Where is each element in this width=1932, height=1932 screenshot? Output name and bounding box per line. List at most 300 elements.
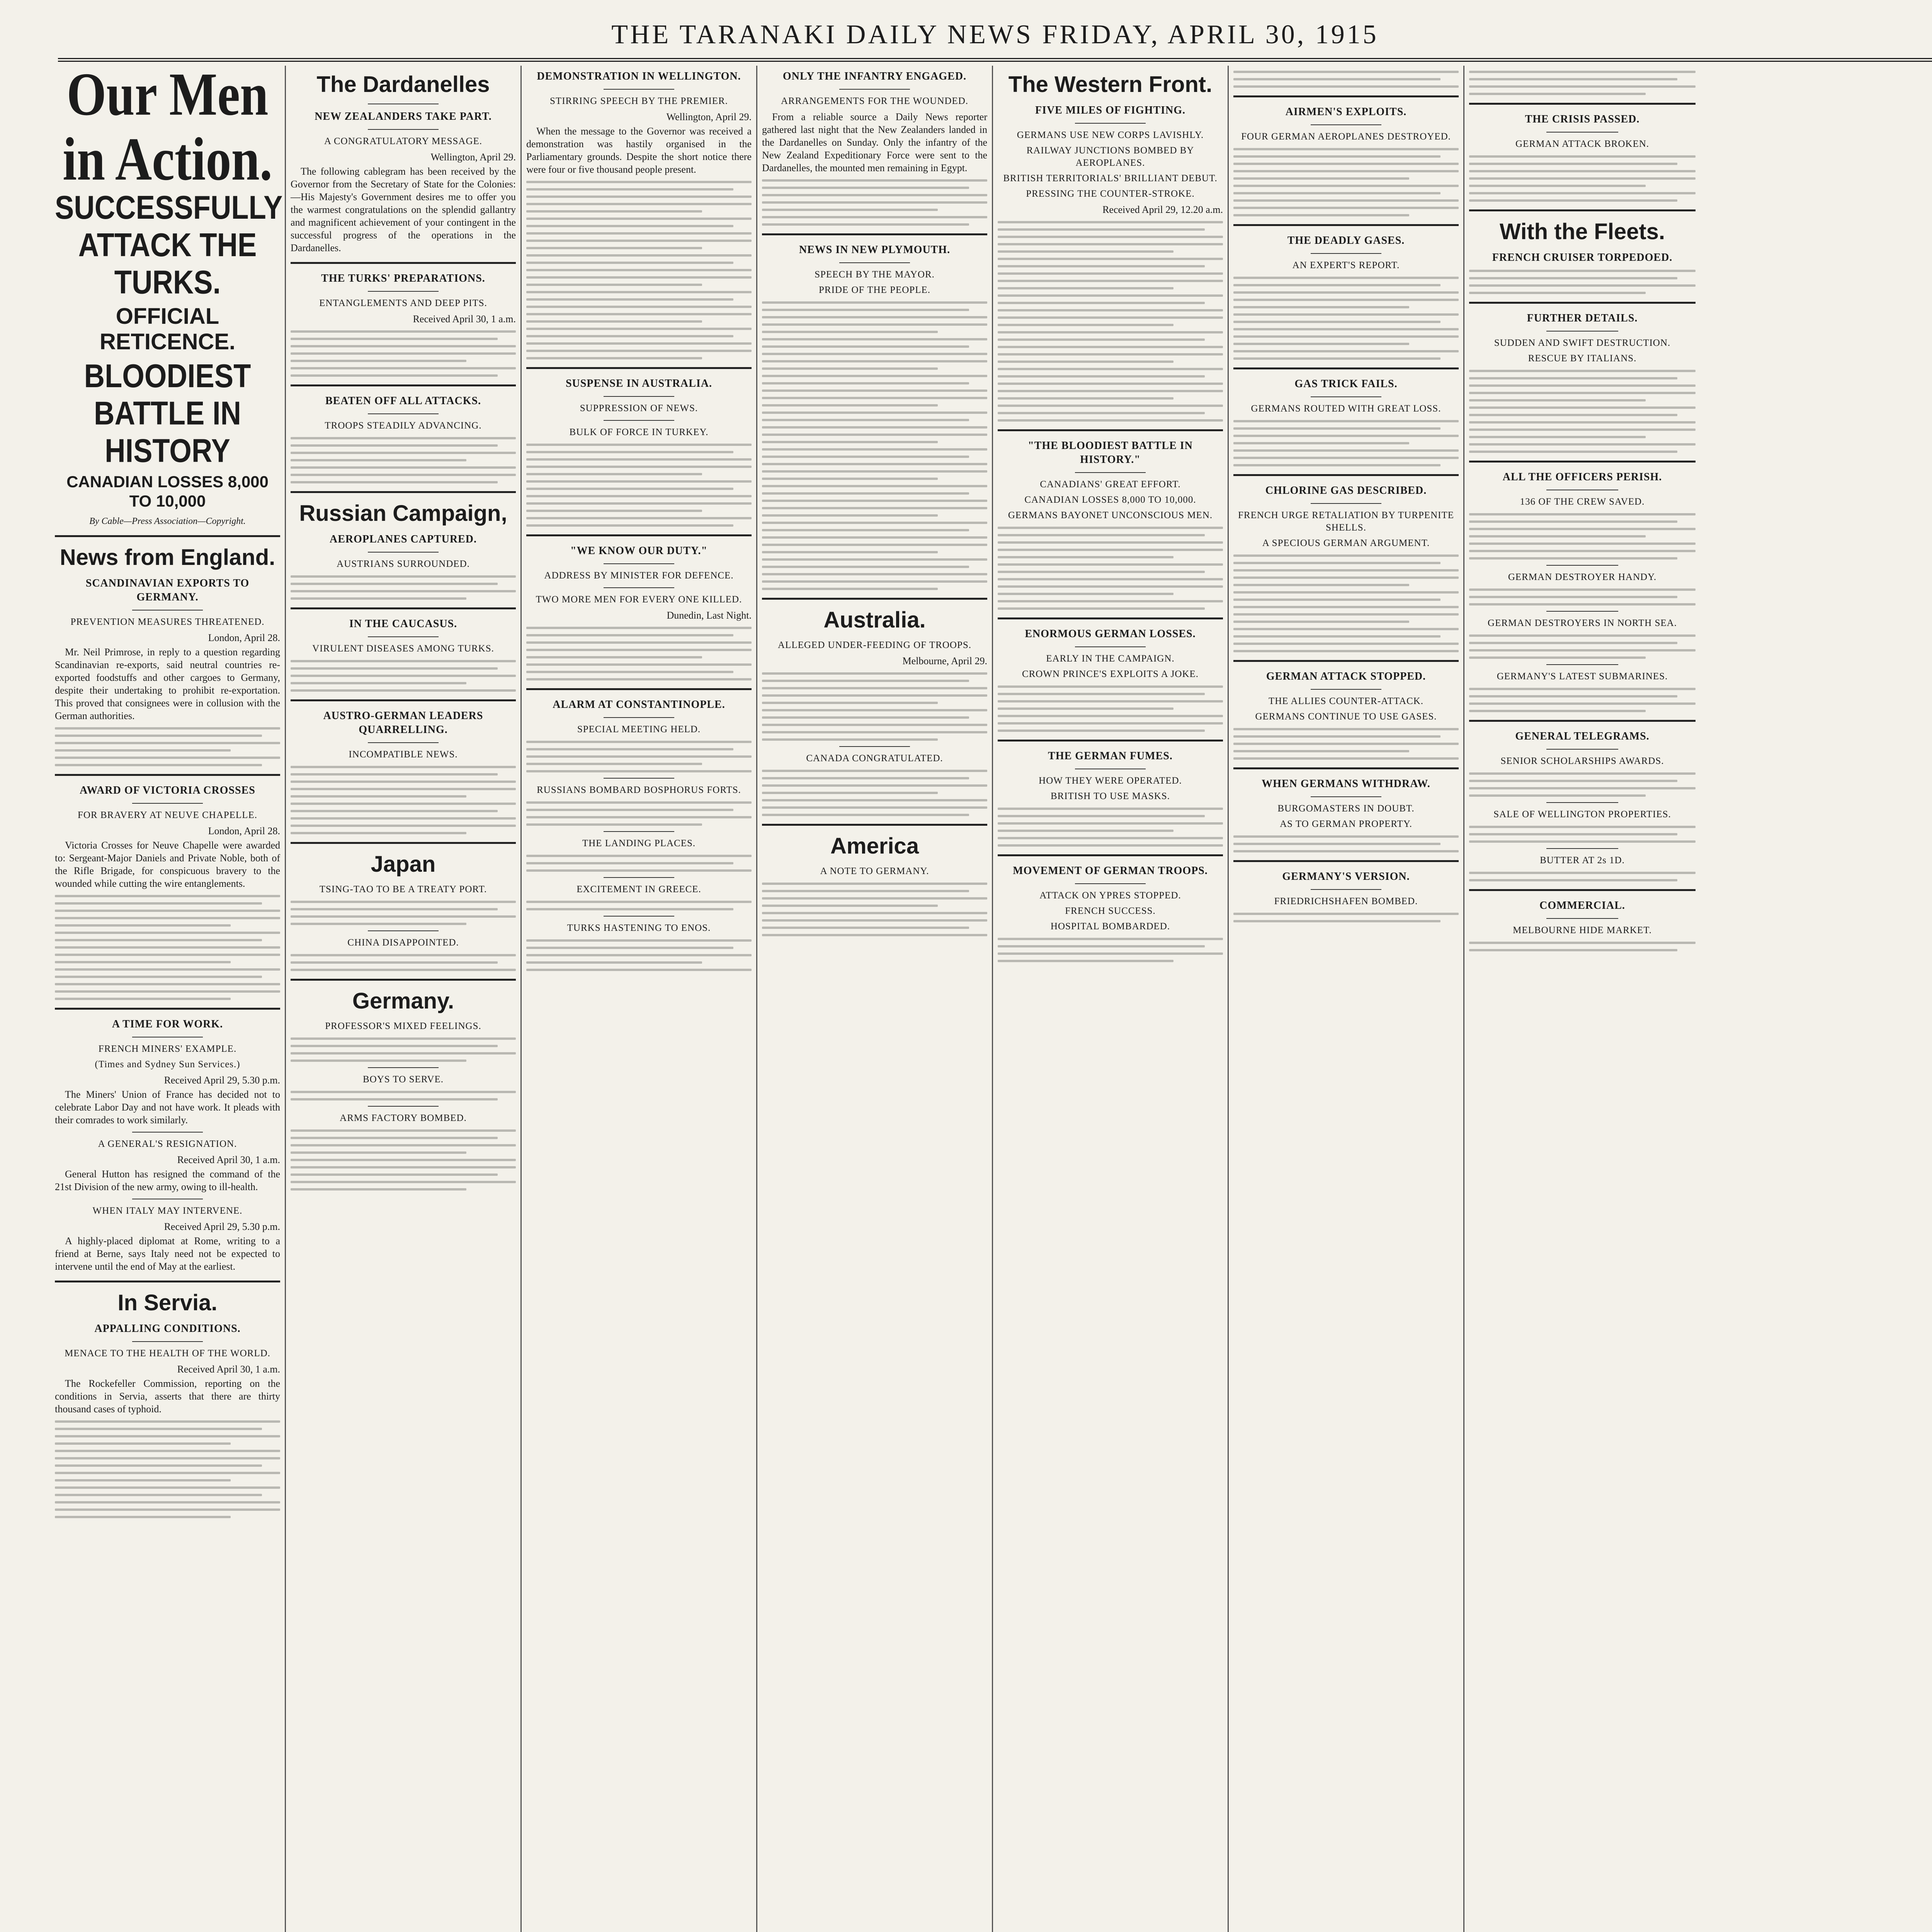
headline-canadian: CANADIAN LOSSES 8,000 TO 10,000: [66, 473, 269, 510]
text-line: [526, 480, 752, 483]
text-line: [998, 228, 1205, 231]
article-body: The Miners' Union of France has decided not to celebrate Labor Day and not have work. It pleads with their comrades to work similarly.: [55, 1089, 280, 1126]
text-line: [291, 1166, 516, 1168]
divider: [1546, 918, 1618, 919]
dateline: London, April 28.: [208, 632, 280, 643]
text-line: [55, 749, 231, 752]
text-line: [526, 196, 752, 198]
text-line: [526, 335, 733, 337]
text-line: [998, 287, 1173, 289]
text-line: [291, 825, 516, 827]
text-line: [762, 441, 938, 443]
headline-bosphorus: RUSSIANS BOMBARD BOSPHORUS FORTS.: [537, 785, 741, 795]
headline-scandinavian: SCANDINAVIAN EXPORTS TO GERMANY.: [85, 577, 250, 603]
text-line: [55, 735, 262, 737]
text-line: [291, 437, 516, 439]
text-line: [526, 262, 733, 264]
headline-crew-saved: 136 OF THE CREW SAVED.: [1520, 497, 1645, 507]
text-line: [291, 1173, 498, 1176]
text-line: [1233, 435, 1459, 437]
text-line: [1233, 750, 1409, 752]
divider: [1233, 367, 1459, 369]
text-line: [762, 566, 969, 568]
text-line: [1469, 155, 1696, 158]
divider: [1546, 611, 1618, 612]
divider: [291, 699, 516, 701]
text-line: [291, 682, 466, 684]
text-line: [526, 678, 752, 680]
text-line: [998, 390, 1223, 392]
text-line: [998, 938, 1223, 940]
divider: [291, 979, 516, 981]
text-line: [1233, 554, 1459, 557]
headline-bloodiest: BLOODIEST BATTLE IN HISTORY: [84, 357, 251, 469]
text-line: [998, 700, 1223, 702]
headline-western-front: The Western Front.: [1008, 72, 1213, 97]
text-line: [998, 693, 1205, 695]
text-line: [1233, 743, 1459, 745]
text-line: [526, 240, 752, 242]
article-body: From a reliable source a Daily News reporter gathered last night that the New Zealanders landed in the Dardanelles on Sunday. Only the infantry of the New Zealand Expeditionary Force were sent to the Dardanelles, the mounted men remaining in Egypt.: [762, 111, 987, 173]
text-line: [762, 194, 987, 196]
headline-chlorine: CHLORINE GAS DESCRIBED.: [1265, 485, 1427, 497]
dateline: Received April 30, 1 a.m.: [177, 1154, 280, 1165]
text-line: [291, 908, 498, 910]
text-line: [526, 634, 733, 636]
text-line: [291, 1129, 516, 1132]
headline-menace: MENACE TO THE HEALTH OF THE WORLD.: [65, 1348, 270, 1359]
text-line: [762, 470, 987, 473]
divider: [1546, 331, 1618, 332]
headline-time-for-work: A TIME FOR WORK.: [112, 1018, 223, 1030]
text-line: [762, 456, 969, 458]
headline-hide-market: MELBOURNE HIDE MARKET.: [1513, 925, 1652, 935]
text-line: [526, 218, 752, 220]
headline-resignation: A GENERAL'S RESIGNATION.: [98, 1139, 237, 1149]
divider: [1469, 889, 1696, 891]
text-line: [998, 837, 1223, 839]
dateline: Received April 30, 1 a.m.: [413, 313, 516, 325]
text-line: [998, 346, 1223, 348]
headline-destroyer-handy: GERMAN DESTROYER HANDY.: [1508, 572, 1657, 582]
dateline: Received April 30, 1 a.m.: [177, 1364, 280, 1375]
text-line: [55, 939, 262, 941]
article-body: Mr. Neil Primrose, in reply to a question regarding Scandinavian re-exports, said neutral countries re-exported foodstuffs and other cargoes to Germany, despite their undertaking to prohibit re-exportation. This proved that consignees were in collusion with the German authorities.: [55, 646, 280, 721]
headline-germany: Germany.: [352, 988, 454, 1014]
dateline: Wellington, April 29.: [666, 111, 752, 122]
text-line: [1469, 949, 1677, 951]
text-line: [291, 901, 516, 903]
text-line: [291, 452, 516, 454]
headline-canadians-effort: CANADIANS' GREAT EFFORT.: [1040, 479, 1181, 490]
text-line: [55, 917, 280, 919]
text-line: [1469, 392, 1696, 394]
headline-surrounded: AUSTRIANS SURROUNDED.: [337, 559, 470, 569]
text-line: [998, 258, 1223, 260]
text-line: [291, 803, 516, 805]
divider: [55, 535, 280, 537]
text-line: [1233, 599, 1440, 601]
text-line: [762, 551, 938, 553]
column-3: [522, 66, 757, 1932]
byline: By Cable—Press Association—Copyright.: [89, 516, 246, 526]
text-line: [526, 451, 733, 453]
divider: [604, 778, 674, 779]
text-line: [998, 593, 1173, 595]
divider: [368, 413, 439, 414]
divider: [132, 1132, 203, 1133]
text-line: [526, 473, 702, 475]
text-line: [55, 1479, 231, 1481]
divider: [526, 367, 752, 369]
headline-prevention: PREVENTION MEASURES THREATENED.: [70, 617, 265, 627]
text-line: [1469, 177, 1696, 180]
headline-destruction: SUDDEN AND SWIFT DESTRUCTION.: [1494, 338, 1671, 348]
divider: [368, 930, 439, 931]
text-line: [55, 976, 262, 978]
text-line: [526, 961, 702, 964]
text-line: [526, 663, 752, 666]
text-line: [762, 529, 969, 531]
source-line: (Times and Sydney Sun Services.): [95, 1059, 240, 1070]
text-line: [998, 243, 1223, 245]
article-body: General Hutton has resigned the command of the 21st Division of the new army, owing to ill-health.: [55, 1168, 280, 1192]
text-line: [526, 298, 733, 301]
text-line: [762, 905, 938, 907]
headline-reticence: OFFICIAL RETICENCE.: [99, 304, 236, 354]
text-line: [998, 397, 1173, 400]
text-line: [1469, 588, 1696, 591]
text-line: [291, 1188, 466, 1190]
text-line: [762, 404, 938, 406]
text-line: [55, 902, 262, 905]
headline-allies-counter: THE ALLIES COUNTER-ATTACK.: [1268, 696, 1424, 706]
text-line: [1469, 192, 1696, 194]
text-line: [526, 862, 733, 864]
headline-suspense: SUSPENSE IN AUSTRALIA.: [565, 378, 713, 389]
divider: [291, 384, 516, 386]
divider: [1311, 889, 1381, 890]
text-line: [998, 419, 1223, 422]
article-body: The following cablegram has been received by the Governor from the Secretary of State for the Colonies:—His Majesty's Government desires me to offer you the warmest congratulations on the splendid gallantry and magnificent achievement of your contingent in the successful progress of the operations in the Dardanelles.: [291, 166, 516, 253]
headline-turks-preparations: THE TURKS' PREPARATIONS.: [321, 272, 485, 284]
text-line: [55, 1472, 280, 1474]
text-line: [1233, 148, 1459, 150]
article-body: When the message to the Governor was received a demonstration was hastily organised in the Parliamentary grounds. Despite the short notice there were four or five thousand people present.: [526, 126, 752, 175]
divider: [1233, 660, 1459, 662]
text-line: [1233, 442, 1409, 444]
text-line: [1233, 584, 1409, 586]
text-line: [1469, 277, 1677, 279]
text-line: [762, 687, 987, 689]
text-line: [762, 792, 938, 794]
text-line: [998, 331, 1223, 333]
headline-burgomasters: BURGOMASTERS IN DOUBT.: [1277, 803, 1415, 814]
text-line: [998, 412, 1205, 414]
text-line: [55, 954, 280, 956]
text-line: [1469, 649, 1696, 651]
text-line: [291, 773, 498, 776]
divider: [1546, 848, 1618, 849]
text-line: [291, 1037, 516, 1040]
text-line: [1233, 420, 1459, 422]
divider: [1233, 767, 1459, 769]
text-line: [55, 932, 280, 934]
text-line: [55, 1450, 280, 1452]
text-line: [1233, 621, 1409, 623]
text-line: [1469, 520, 1677, 523]
headline-ypres: ATTACK ON YPRES STOPPED.: [1039, 890, 1181, 901]
text-line: [998, 324, 1173, 326]
headline-dardanelles: The Dardanelles: [316, 72, 490, 97]
text-line: [526, 939, 752, 942]
text-line: [762, 799, 987, 801]
text-line: [762, 573, 987, 575]
text-line: [291, 1098, 498, 1100]
column-7: [1464, 66, 1700, 1932]
text-line: [55, 961, 231, 963]
text-line: [55, 1420, 280, 1423]
dateline: Wellington, April 29.: [430, 151, 516, 163]
headline-arms-factory: ARMS FACTORY BOMBED.: [340, 1113, 467, 1123]
text-line: [55, 1442, 231, 1445]
text-line: [998, 375, 1205, 378]
headline-pride: PRIDE OF THE PEOPLE.: [818, 285, 930, 295]
text-line: [291, 969, 516, 971]
text-line: [526, 954, 752, 956]
text-line: [1469, 292, 1646, 294]
text-line: [291, 1091, 516, 1093]
text-line: [1469, 199, 1677, 202]
text-line: [526, 225, 733, 227]
text-line: [526, 342, 752, 345]
text-line: [762, 323, 987, 326]
text-line: [291, 1181, 516, 1183]
text-line: [526, 969, 752, 971]
text-line: [998, 361, 1173, 363]
headline-two-more-men: TWO MORE MEN FOR EVERY ONE KILLED.: [536, 594, 742, 605]
text-line: [55, 946, 280, 949]
text-line: [55, 757, 280, 759]
text-line: [1233, 606, 1459, 608]
text-line: [1469, 443, 1696, 446]
headline-italy: WHEN ITALY MAY INTERVENE.: [92, 1206, 243, 1216]
divider: [604, 831, 674, 832]
headline-mayor: SPEECH BY THE MAYOR.: [815, 269, 935, 280]
headline-australia: Australia.: [823, 607, 926, 633]
text-line: [1233, 321, 1440, 323]
text-line: [998, 578, 1223, 580]
headline-french-success: FRENCH SUCCESS.: [1065, 906, 1156, 916]
text-line: [1469, 872, 1696, 874]
text-line: [998, 272, 1223, 275]
divider: [291, 491, 516, 493]
text-line: [55, 1457, 280, 1459]
text-line: [55, 1516, 231, 1518]
text-line: [998, 715, 1223, 717]
text-line: [291, 590, 516, 592]
text-line: [998, 960, 1173, 962]
text-line: [1233, 643, 1459, 645]
text-line: [526, 276, 752, 279]
headline-beaten-off: BEATEN OFF ALL ATTACKS.: [325, 395, 481, 407]
text-line: [998, 534, 1205, 536]
headline-japan: Japan: [371, 852, 436, 877]
text-line: [526, 823, 702, 826]
text-line: [291, 352, 516, 355]
divider: [762, 233, 987, 235]
headline-hospital: HOSPITAL BOMBARDED.: [1050, 921, 1170, 932]
headline-specious: A SPECIOUS GERMAN ARGUMENT.: [1262, 538, 1430, 548]
text-line: [1233, 335, 1459, 338]
text-line: [526, 627, 752, 629]
divider: [998, 740, 1223, 742]
text-line: [762, 724, 987, 726]
divider: [55, 774, 280, 776]
text-line: [1233, 170, 1459, 172]
article-body: The Rockefeller Commission, reporting on the conditions in Servia, asserts that there are thirty thousand cases of typhoid.: [55, 1378, 280, 1415]
headline-demonstration: DEMONSTRATION IN WELLINGTON.: [537, 70, 741, 82]
text-line: [1233, 284, 1440, 286]
text-line: [998, 294, 1223, 297]
text-line: [998, 302, 1205, 304]
text-line: [526, 466, 752, 468]
text-line: [1233, 757, 1459, 760]
text-line: [1469, 557, 1677, 560]
text-line: [998, 844, 1223, 847]
text-line: [998, 221, 1223, 223]
text-line: [291, 474, 516, 476]
text-line: [526, 748, 733, 750]
headline-greece: EXCITEMENT IN GREECE.: [577, 884, 701, 895]
dateline: Received April 29, 12.20 a.m.: [1102, 204, 1223, 215]
text-line: [762, 209, 938, 211]
text-line: [526, 908, 733, 910]
text-line: [291, 667, 498, 670]
text-line: [998, 265, 1205, 267]
text-line: [1469, 377, 1677, 379]
text-line: [762, 419, 969, 421]
headline-america: America: [830, 833, 919, 859]
headline-rescue: RESCUE BY ITALIANS.: [1528, 353, 1637, 364]
text-line: [762, 784, 987, 787]
headline-incompatible: INCOMPATIBLE NEWS.: [349, 749, 458, 760]
text-line: [998, 563, 1223, 566]
headline-landing-places: THE LANDING PLACES.: [582, 838, 696, 849]
headline-territorials: BRITISH TERRITORIALS' BRILLIANT DEBUT.: [1003, 173, 1218, 184]
text-line: [762, 814, 969, 816]
headline-alarm: ALARM AT CONSTANTINOPLE.: [553, 699, 725, 711]
dateline: Dunedin, Last Night.: [667, 610, 752, 621]
headline-germany-version: GERMANY'S VERSION.: [1282, 871, 1410, 883]
text-line: [762, 890, 969, 892]
text-line: [1233, 78, 1440, 80]
text-line: [1233, 850, 1459, 852]
text-line: [526, 510, 702, 512]
divider: [1469, 302, 1696, 304]
text-line: [762, 716, 969, 719]
text-line: [762, 883, 987, 885]
divider: [1311, 253, 1381, 254]
text-line: [526, 641, 752, 644]
divider: [1233, 860, 1459, 862]
text-line: [55, 910, 280, 912]
divider: [604, 420, 674, 421]
text-line: [762, 680, 969, 682]
divider: [998, 429, 1223, 431]
text-line: [291, 795, 466, 798]
divider: [1311, 124, 1381, 125]
divider: [55, 1008, 280, 1010]
headline-boys: BOYS TO SERVE.: [362, 1074, 444, 1085]
headline-know-our-duty: "WE KNOW OUR DUTY.": [570, 545, 708, 557]
divider: [839, 746, 910, 747]
text-line: [291, 444, 498, 447]
text-line: [1469, 399, 1646, 401]
text-line: [1233, 85, 1459, 88]
text-line: [998, 600, 1223, 602]
text-line: [762, 507, 987, 509]
column-2: [286, 66, 522, 1932]
text-line: [998, 707, 1173, 710]
text-line: [762, 522, 987, 524]
text-line: [1233, 920, 1440, 922]
divider: [132, 610, 203, 611]
headline-special-meeting: SPECIAL MEETING HELD.: [577, 724, 701, 735]
text-line: [998, 730, 1205, 732]
text-line: [291, 360, 466, 362]
text-line: [526, 502, 752, 505]
headline-four-aeroplanes: FOUR GERMAN AEROPLANES DESTROYED.: [1241, 131, 1451, 142]
headline-railway: RAILWAY JUNCTIONS BOMBED BY AEROPLANES.: [1026, 145, 1194, 168]
text-line: [526, 247, 702, 249]
text-line: [762, 316, 987, 318]
text-line: [998, 722, 1223, 724]
text-line: [526, 495, 752, 497]
text-line: [998, 280, 1223, 282]
text-line: [526, 444, 752, 446]
text-line: [1469, 603, 1696, 605]
text-line: [1233, 299, 1459, 301]
text-line: [291, 961, 498, 964]
divider: [132, 803, 203, 804]
divider: [368, 552, 439, 553]
text-line: [998, 309, 1223, 311]
text-line: [1233, 577, 1459, 579]
text-line: [762, 179, 987, 182]
headline-address-minister: ADDRESS BY MINISTER FOR DEFENCE.: [544, 570, 734, 581]
text-line: [55, 1464, 262, 1467]
text-line: [762, 412, 987, 414]
text-line: [762, 672, 987, 675]
divider: [1469, 209, 1696, 211]
divider: [604, 717, 674, 718]
column-1: [50, 66, 286, 1932]
text-line: [998, 316, 1223, 319]
headline-operated: HOW THEY WERE OPERATED.: [1039, 776, 1182, 786]
text-line: [998, 353, 1223, 355]
headline-crown-prince: CROWN PRINCE'S EXPLOITS A JOKE.: [1022, 669, 1199, 679]
text-line: [1469, 550, 1696, 552]
text-line: [526, 458, 752, 461]
headline-airmen: AIRMEN'S EXPLOITS.: [1285, 106, 1407, 118]
text-line: [526, 254, 752, 257]
text-line: [55, 983, 280, 985]
headline-expert: AN EXPERT'S REPORT.: [1292, 260, 1400, 270]
text-line: [526, 517, 752, 519]
text-line: [291, 766, 516, 768]
headline-stirring-speech: STIRRING SPEECH BY THE PREMIER.: [550, 96, 728, 106]
